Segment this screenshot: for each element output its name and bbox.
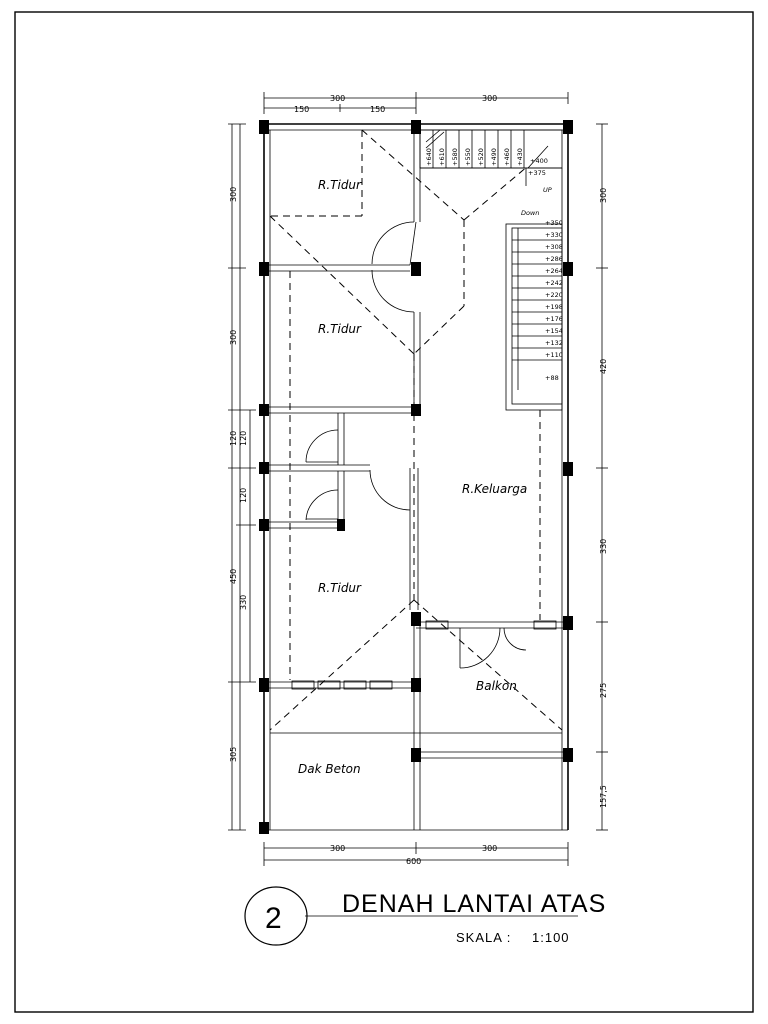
stair-level: +430 <box>516 148 524 166</box>
scale-value: 1:100 <box>532 930 570 945</box>
stair-level: +132 <box>545 339 563 347</box>
dim-label: 150 <box>294 105 310 114</box>
stair-level: +88 <box>545 374 559 382</box>
room-label-roof: Dak Beton <box>298 762 361 776</box>
dim-label: 300 <box>229 329 238 345</box>
dim-label: 305 <box>229 746 238 762</box>
stair-level: +220 <box>545 291 563 299</box>
dim-label: 300 <box>599 187 608 203</box>
stair-level: +375 <box>528 169 546 177</box>
dim-label: 120 <box>229 430 238 446</box>
dim-label: 330 <box>239 594 248 610</box>
stair-level: +610 <box>438 148 446 166</box>
room-label-bedroom-3: R.Tidur <box>318 581 361 595</box>
stair-level: +110 <box>545 351 563 359</box>
stair-level-labels <box>425 148 563 382</box>
outer-walls <box>264 124 568 830</box>
dim-label: 300 <box>330 844 346 853</box>
dim-label: 300 <box>482 844 498 853</box>
dim-label: 300 <box>229 186 238 202</box>
title-block <box>245 887 606 945</box>
scale-label: SKALA : <box>456 930 512 945</box>
stair-level: +350 <box>545 219 563 227</box>
stair-down-label: Down <box>521 209 540 217</box>
dim-label: 150 <box>370 105 386 114</box>
dim-label: 120 <box>239 430 248 446</box>
room-label-bedroom-1: R.Tidur <box>318 178 361 192</box>
dim-label: 300 <box>482 94 498 103</box>
stair-level: +550 <box>464 148 472 166</box>
stair-level: +520 <box>477 148 485 166</box>
dim-label: 600 <box>406 857 422 866</box>
dashed-lines <box>270 130 562 730</box>
dim-label: 157,5 <box>599 785 608 808</box>
drawing-number: 2 <box>265 902 282 935</box>
stair-level: +400 <box>530 157 548 165</box>
dim-label: 120 <box>239 487 248 503</box>
dim-label: 330 <box>599 538 608 554</box>
stair-level: +264 <box>545 267 563 275</box>
sheet-border <box>15 12 753 1012</box>
dim-label: 275 <box>599 682 608 698</box>
stair-level: +308 <box>545 243 563 251</box>
drawing-title: DENAH LANTAI ATAS <box>342 890 607 918</box>
room-label-family: R.Keluarga <box>462 482 528 496</box>
stair-level: +490 <box>490 148 498 166</box>
stair-level: +330 <box>545 231 563 239</box>
stair-level: +640 <box>425 148 433 166</box>
dim-label: 450 <box>229 568 238 584</box>
dim-label: 300 <box>330 94 346 103</box>
stair-level: +154 <box>545 327 563 335</box>
stair-level: +580 <box>451 148 459 166</box>
structural-columns <box>259 120 573 834</box>
stair-up-label: UP <box>543 186 552 194</box>
room-label-balcony: Balkon <box>476 679 517 693</box>
dim-label: 420 <box>599 358 608 374</box>
stair-level: +286 <box>545 255 563 263</box>
room-label-bedroom-2: R.Tidur <box>318 322 361 336</box>
stair-level: +460 <box>503 148 511 166</box>
stair-level: +242 <box>545 279 563 287</box>
stair-level: +176 <box>545 315 563 323</box>
stair-level: +198 <box>545 303 563 311</box>
